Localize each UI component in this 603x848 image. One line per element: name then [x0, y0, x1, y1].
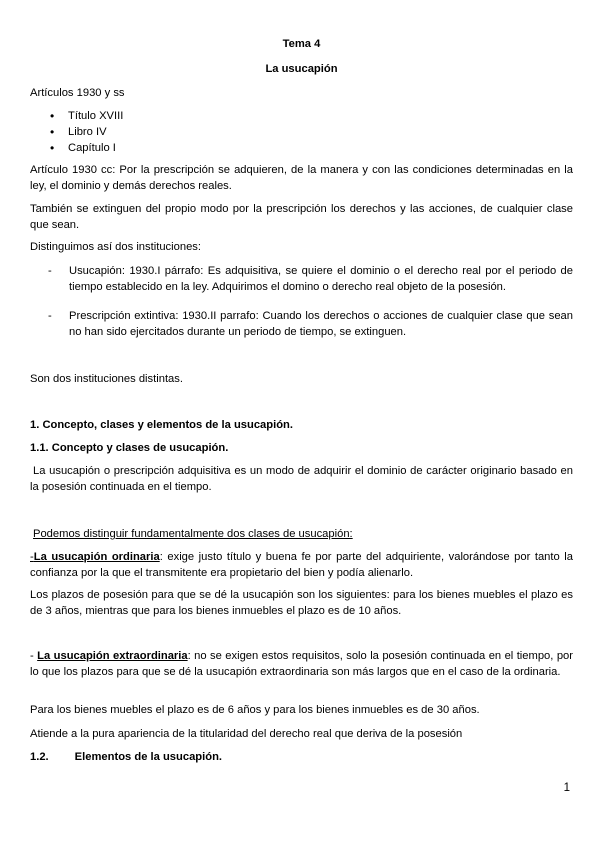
podemos-text: Podemos distinguir fundamentalmente dos clases de usucapión: — [33, 528, 353, 540]
heading-1-2 — [30, 750, 573, 766]
dash-item-text: Prescripción extintiva: 1930.II parrafo: Cuando los derechos o acciones de cualquier clase que sean no han sido ejercitados durante un periodo de tiempo, se extinguen. — [69, 310, 573, 338]
dash-item-usucapion — [30, 264, 573, 295]
tema-title: Tema 4 — [282, 38, 321, 50]
extraordinaria-label: La usucapión extraordinaria — [37, 650, 188, 662]
page-number: 1 — [563, 782, 570, 794]
dash-item-prescripcion — [30, 309, 573, 340]
paragraph-plazos-ordinaria: Los plazos de posesión para que se dé la usucapión son los siguientes: para los bienes muebles el plazo es de 3 años, mientras que para los bienes inmuebles el plazo es de 10 años. — [30, 589, 573, 617]
ordinaria-text: : exige justo título y buena fe por parte del adquiriente, valorándose por tanto la confianza por la que el transmitente era propietario del bien y podía alienarlo. — [30, 551, 573, 579]
extraordinaria-text: : no se exigen estos requisitos, solo la posesión continuada en el tiempo, por lo que los plazos para que se dé la usucapión extraordinaria son más largos que en el caso de la ordinaria. — [30, 650, 573, 678]
paragraph-extraordinaria — [30, 649, 573, 680]
paragraph-extinguen: También se extinguen del propio modo por la prescripción los derechos y las acciones, de cualquier clase que sean. — [30, 203, 573, 231]
podemos-line — [33, 527, 576, 543]
paragraph-ordinaria — [30, 550, 573, 581]
paragraph-atiende: Atiende a la pura apariencia de la titularidad del derecho real que deriva de la posesión — [30, 728, 463, 740]
paragraph-plazos-extra: Para los bienes muebles el plazo es de 6 años y para los bienes inmuebles es de 30 años. — [30, 704, 480, 716]
ordinaria-prefix: - — [30, 551, 34, 563]
articulos-line: Artículos 1930 y ss — [30, 87, 125, 99]
list-item: • Título XVIII — [30, 108, 123, 124]
dash-mark: - — [48, 310, 52, 322]
bullet-list — [30, 108, 123, 156]
heading-1-2-number: 1.2. — [30, 751, 49, 763]
extraordinaria-prefix: - — [30, 650, 38, 662]
list-item: • Libro IV — [30, 124, 123, 140]
heading-1-1: 1.1. Concepto y clases de usucapión. — [30, 442, 229, 454]
list-item: • Capítulo I — [30, 140, 123, 156]
heading-1-2-text: Elementos de la usucapión. — [74, 751, 223, 763]
heading-1: 1. Concepto, clases y elementos de la usucapión. — [30, 419, 293, 431]
paragraph-art1930: Artículo 1930 cc: Por la prescripción se adquieren, de la manera y con las condiciones determinadas en la ley, el dominio y demás derechos reales. — [30, 164, 573, 192]
paragraph-distinguimos: Distinguimos así dos instituciones: — [30, 241, 201, 253]
dash-item-text: Usucapión: 1930.I párrafo: Es adquisitiva, se quiere el dominio o el derecho real por el periodo de tiempo establecido en la ley. Adquirimos el domino o derecho real objeto de la posesión. — [69, 265, 573, 293]
subtitle: La usucapión — [265, 63, 338, 75]
ordinaria-label: La usucapión ordinaria — [33, 551, 160, 563]
paragraph-dos-instituciones: Son dos instituciones distintas. — [30, 373, 183, 385]
dash-mark: - — [48, 265, 52, 277]
paragraph-concepto: La usucapión o prescripción adquisitiva es un modo de adquirir el dominio de carácter originario basado en la posesión continuada en el tiempo. — [30, 465, 573, 493]
